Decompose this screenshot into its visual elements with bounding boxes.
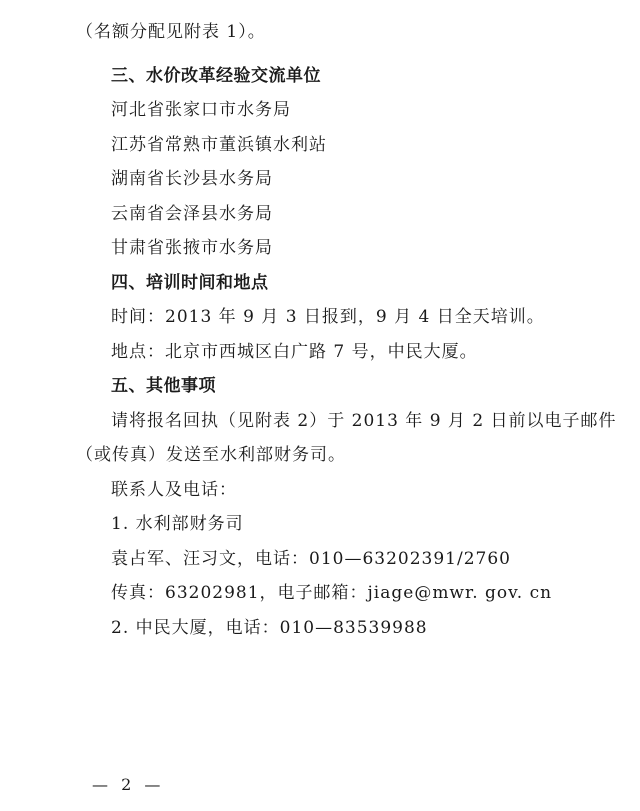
registration-instruction: 请将报名回执（见附表 2）于 2013 年 9 月 2 日前以电子邮件 <box>111 411 617 431</box>
training-time: 时间：2013 年 9 月 3 日报到，9 月 4 日全天培训。 <box>111 307 545 327</box>
contact-persons-phone: 袁占军、汪习文，电话：010—63202391/2760 <box>111 549 511 569</box>
unit-yunnan: 云南省会泽县水务局 <box>111 204 273 224</box>
training-location: 地点：北京市西城区白广路 7 号，中民大厦。 <box>111 342 478 362</box>
contact-zhongmin-building: 2. 中民大厦，电话：010—83539988 <box>111 618 428 638</box>
unit-hebei: 河北省张家口市水务局 <box>111 100 291 120</box>
unit-gansu: 甘肃省张掖市水务局 <box>111 238 273 258</box>
quota-note-line: （名额分配见附表 1）。 <box>76 22 266 42</box>
contact-finance-dept: 1. 水利部财务司 <box>111 514 244 534</box>
contacts-label: 联系人及电话： <box>111 480 237 500</box>
registration-instruction-cont: （或传真）发送至水利部财务司。 <box>76 445 346 465</box>
section-heading-5: 五、其他事项 <box>111 376 216 396</box>
page-number: — 2 — <box>92 775 165 794</box>
section-heading-4: 四、培训时间和地点 <box>111 273 269 293</box>
unit-jiangsu: 江苏省常熟市董浜镇水利站 <box>111 135 327 155</box>
section-heading-3: 三、水价改革经验交流单位 <box>111 66 321 86</box>
unit-hunan: 湖南省长沙县水务局 <box>111 169 273 189</box>
contact-fax-email: 传真：63202981，电子邮箱：jiage@mwr. gov. cn <box>111 583 553 603</box>
